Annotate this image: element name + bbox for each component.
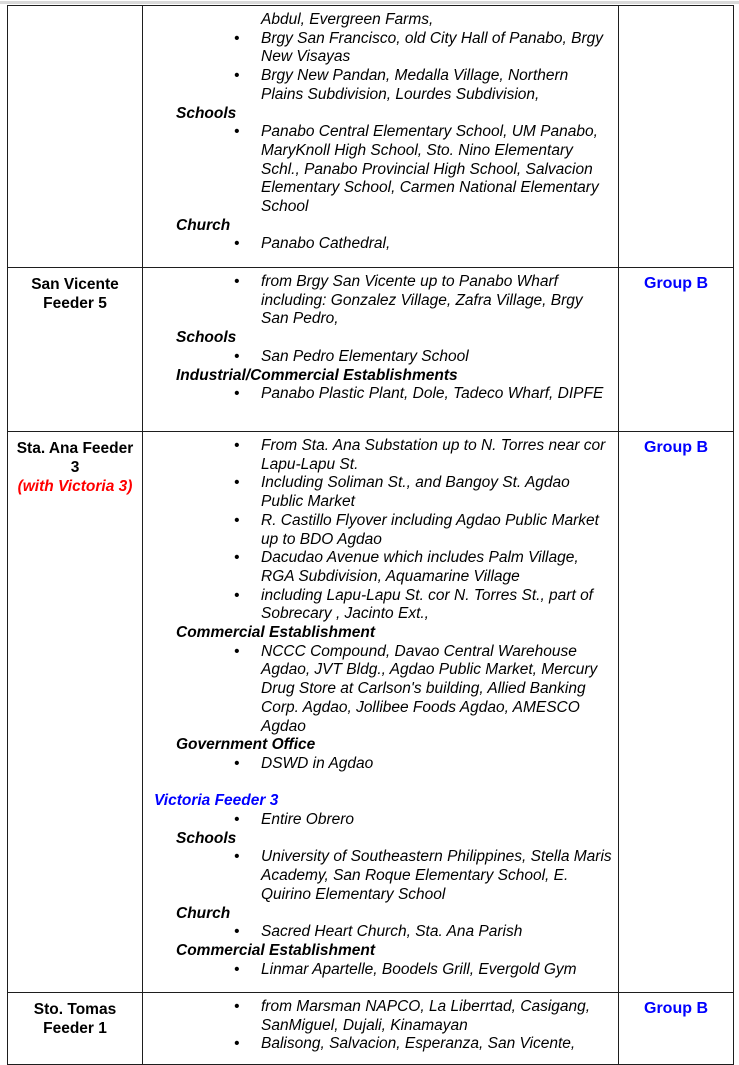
- coverage-bullet-item: • San Pedro Elementary School: [143, 348, 612, 367]
- coverage-bullet-item: • NCCC Compound, Davao Central Warehouse Agdao, JVT Bldg., Agdao Public Market, Mercury Drug Store at Carlson's building, Allied Banking Corp. Agdao, Jollibee Foods Agdao, AMESCO Agdao: [143, 643, 612, 737]
- coverage-bullet-item: • Panabo Central Elementary School, UM Panabo, MaryKnoll High School, Sto. Nino Elementary Schl., Panabo Provincial High School, Salvacion Elementary School, Carmen National Elementary School: [143, 123, 612, 217]
- feeder-title: San Vicente Feeder 5: [31, 276, 119, 312]
- coverage-bullet-item: • Linmar Apartelle, Boodels Grill, Evergold Gym: [143, 961, 612, 980]
- coverage-cell: [143, 268, 619, 432]
- feeder-name-cell: [8, 993, 143, 1065]
- feeder-title: Sto. Tomas Feeder 1: [33, 1001, 117, 1037]
- feeder-schedule-table: [7, 5, 734, 1065]
- coverage-bullet-item: • From Sta. Ana Substation up to N. Torres near cor Lapu-Lapu St.: [143, 437, 612, 474]
- page-top-edge: [0, 1, 739, 4]
- feeder-name-cell: [8, 432, 143, 993]
- group-badge: Group B: [644, 439, 708, 456]
- group-cell: [619, 268, 734, 432]
- table-row: [8, 6, 734, 268]
- blank-line: [143, 774, 612, 793]
- coverage-bullet-item: • from Marsman NAPCO, La Liberrtad, Casigang, SanMiguel, Dujali, Kinamayan: [143, 998, 612, 1035]
- group-badge: Group B: [644, 1000, 708, 1017]
- table-row: [8, 432, 734, 993]
- subfeeder-heading: Victoria Feeder 3: [154, 792, 279, 810]
- coverage-section-heading: Schools: [176, 104, 237, 122]
- coverage-cell: [143, 432, 619, 993]
- coverage-section-heading: Government Office: [176, 736, 316, 754]
- feeder-name-cell: [8, 6, 143, 268]
- coverage-bullet-item: • R. Castillo Flyover including Agdao Public Market up to BDO Agdao: [143, 512, 612, 549]
- coverage-bullet-item: • Panabo Cathedral,: [143, 235, 612, 254]
- table-row: [8, 993, 734, 1065]
- coverage-section-heading: Schools: [176, 329, 237, 347]
- coverage-bullet-item: • Panabo Plastic Plant, Dole, Tadeco Wharf, DIPFE: [143, 385, 612, 404]
- group-cell: [619, 432, 734, 993]
- feeder-name-cell: [8, 268, 143, 432]
- coverage-section-heading: Church: [176, 904, 231, 922]
- group-cell: [619, 6, 734, 268]
- coverage-bullet-item: • Including Soliman St., and Bangoy St. Agdao Public Market: [143, 474, 612, 511]
- coverage-bullet-item: • University of Southeastern Philippines, Stella Maris Academy, San Roque Elementary School, E. Quirino Elementary School: [143, 848, 612, 904]
- coverage-bullet-item: • including Lapu-Lapu St. cor N. Torres St., part of Sobrecary , Jacinto Ext.,: [143, 587, 612, 624]
- group-badge: Group B: [644, 275, 708, 292]
- coverage-section-heading: Schools: [176, 829, 237, 847]
- coverage-bullet-item: • from Brgy San Vicente up to Panabo Wharf including: Gonzalez Village, Zafra Village, Brgy San Pedro,: [143, 273, 612, 329]
- coverage-section-heading: Commercial Establishment: [176, 941, 375, 959]
- coverage-bullet-item: • Brgy San Francisco, old City Hall of Panabo, Brgy New Visayas: [143, 30, 612, 67]
- feeder-note: (with Victoria 3): [17, 478, 133, 495]
- coverage-bullet-item: • Balisong, Salvacion, Esperanza, San Vicente,: [143, 1035, 612, 1054]
- coverage-section-heading: Church: [176, 216, 231, 234]
- coverage-cell: [143, 993, 619, 1065]
- feeder-title: Sta. Ana Feeder 3: [16, 440, 134, 476]
- coverage-bullet-item: • Entire Obrero: [143, 811, 612, 830]
- coverage-section-heading: Commercial Establishment: [176, 624, 375, 642]
- feeder-table-body: [8, 6, 734, 1065]
- coverage-section-heading: Industrial/Commercial Establishments: [176, 366, 458, 384]
- coverage-bullet-item: • Dacudao Avenue which includes Palm Village, RGA Subdivision, Aquamarine Village: [143, 549, 612, 586]
- table-row: [8, 268, 734, 432]
- coverage-cell: [143, 6, 619, 268]
- coverage-bullet-item: • Brgy New Pandan, Medalla Village, Northern Plains Subdivision, Lourdes Subdivision,: [143, 67, 612, 104]
- group-cell: [619, 993, 734, 1065]
- coverage-bullet-item: • Sacred Heart Church, Sta. Ana Parish: [143, 923, 612, 942]
- coverage-bullet-item: • DSWD in Agdao: [143, 755, 612, 774]
- coverage-continuation-text: Abdul, Evergreen Farms,: [261, 11, 434, 28]
